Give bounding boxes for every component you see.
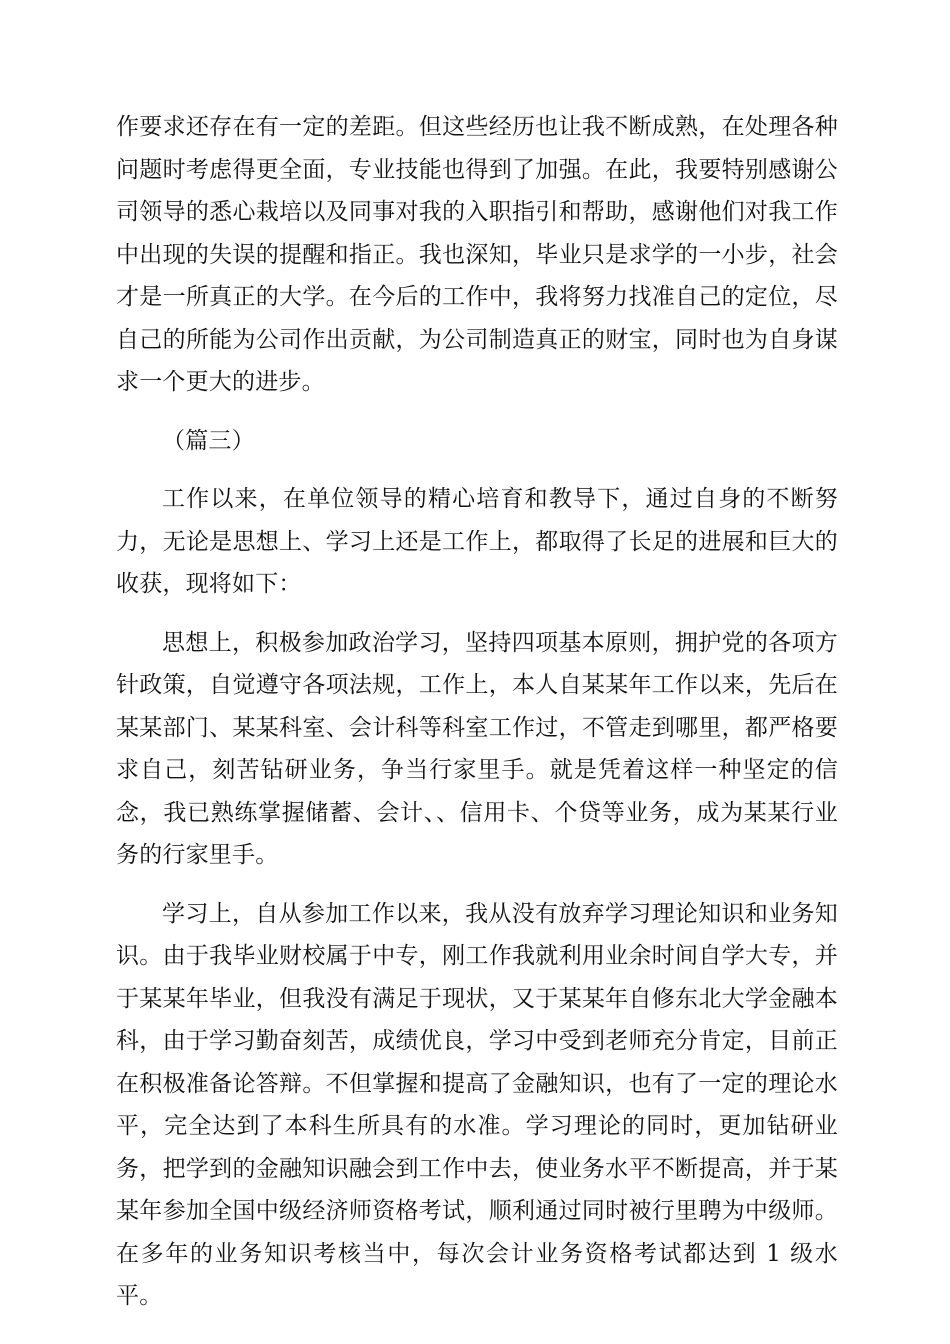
paragraph-intro: 工作以来，在单位领导的精心培育和教导下，通过自身的不断努力，无论是思想上、学习上还是工作上，都取得了长足的进展和巨大的收获，现将如下： <box>116 486 838 597</box>
paragraph-study: 学习上，自从参加工作以来，我从没有放弃学习理论知识和业务知识。由于我毕业财校属于中专，刚工作我就利用业余时间自学大专，并于某某年毕业，但我没有满足于现状，又于某某年自修东北大学金融本科，由于学习勤奋刻苦，成绩优良，学习中受到老师充分肯定，目前正在积极准备论答辩。不但掌握和提高了金融知识，也有了一定的理论水平，完全达到了本科生所具有的水准。学习理论的同时，更加钻研业务，把学到的金融知识融会到工作中去，使业务水平不断提高，并于某某年参加全国中级经济师资格考试，顺利通过同时被行里聘为中级师。在多年的业务知识考核当中，每次会计业务资格考试都达到 1 级水平。 <box>116 900 838 1309</box>
section-heading: （篇三） <box>162 427 255 454</box>
paragraph-thought: 思想上，积极参加政治学习，坚持四项基本原则，拥护党的各项方针政策，自觉遵守各项法规，工作上，本人自某某年工作以来，先后在某某部门、某某科室、会计科等科室工作过，不管走到哪里，都严格要求自己，刻苦钻研业务，争当行家里手。就是凭着这样一种坚定的信念，我已熟练掌握储蓄、会计、、信用卡、个贷等业务，成为某某行业务的行家里手。 <box>116 629 838 868</box>
paragraph-continued: 作要求还存在有一定的差距。但这些经历也让我不断成熟，在处理各种问题时考虑得更全面，专业技能也得到了加强。在此，我要特别感谢公司领导的悉心栽培以及同事对我的入职指引和帮助，感谢他们对我工作中出现的失误的提醒和指正。我也深知，毕业只是求学的一小步，社会才是一所真正的大学。在今后的工作中，我将努力找准自己的定位，尽自己的所能为公司作出贡献，为公司制造真正的财宝，同时也为自身谋求一个更大的进步。 <box>116 114 838 395</box>
document-body <box>116 106 838 1318</box>
